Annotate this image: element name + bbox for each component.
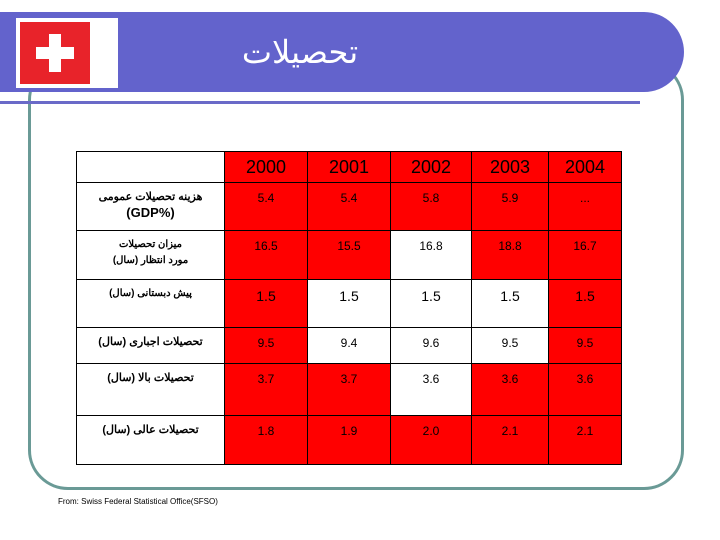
table-cell: 15.5 (308, 231, 391, 280)
table-cell: 2.0 (391, 416, 472, 465)
row-label: تحصیلات بالا (سال) (77, 364, 225, 416)
table-cell: 5.4 (225, 183, 308, 231)
education-table (76, 151, 622, 465)
table-cell: 3.7 (308, 364, 391, 416)
row-label: تحصیلات عالی (سال) (77, 416, 225, 465)
row-label: میزان تحصیلات مورد انتظار (سال) (77, 231, 225, 280)
row-label: پیش دبستانی (سال) (77, 280, 225, 328)
row-label: هزینه تحصیلات عمومی (%GDP) (77, 183, 225, 231)
table-row (77, 231, 622, 280)
table-cell: 9.6 (391, 328, 472, 364)
table-cell: 1.9 (308, 416, 391, 465)
slide-title: تحصیلات (241, 34, 359, 70)
table-row (77, 364, 622, 416)
year-header: 2000 (225, 152, 308, 183)
table-cell: 2.1 (472, 416, 549, 465)
year-header: 2003 (472, 152, 549, 183)
table-cell: 9.5 (472, 328, 549, 364)
table-cell: 1.5 (549, 280, 622, 328)
table-cell: 1.5 (391, 280, 472, 328)
table-cell: 2.1 (549, 416, 622, 465)
table-cell: 3.6 (549, 364, 622, 416)
year-header: 2001 (308, 152, 391, 183)
table-cell: 5.4 (308, 183, 391, 231)
row-label: تحصیلات اجباری (سال) (77, 328, 225, 364)
table-cell: 9.5 (549, 328, 622, 364)
table-header-row (77, 152, 622, 183)
table-cell: 1.5 (308, 280, 391, 328)
table-row (77, 280, 622, 328)
table-cell: 9.4 (308, 328, 391, 364)
table-row (77, 183, 622, 231)
year-header: 2002 (391, 152, 472, 183)
table-cell: ... (549, 183, 622, 231)
table-row (77, 416, 622, 465)
table-cell: 5.8 (391, 183, 472, 231)
table-row (77, 328, 622, 364)
table-cell: 1.8 (225, 416, 308, 465)
header-corner-cell (77, 152, 225, 183)
source-note: From: Swiss Federal Statistical Office(SFSO) (58, 497, 218, 506)
table-cell: 3.6 (391, 364, 472, 416)
table-cell: 16.8 (391, 231, 472, 280)
table-cell: 18.8 (472, 231, 549, 280)
table-cell: 3.7 (225, 364, 308, 416)
table-cell: 1.5 (225, 280, 308, 328)
table-cell: 3.6 (472, 364, 549, 416)
table-cell: 16.5 (225, 231, 308, 280)
table-cell: 1.5 (472, 280, 549, 328)
year-header: 2004 (549, 152, 622, 183)
table-cell: 9.5 (225, 328, 308, 364)
table-cell: 5.9 (472, 183, 549, 231)
swiss-flag-icon (16, 18, 118, 88)
table-cell: 16.7 (549, 231, 622, 280)
title-underline (0, 101, 640, 104)
